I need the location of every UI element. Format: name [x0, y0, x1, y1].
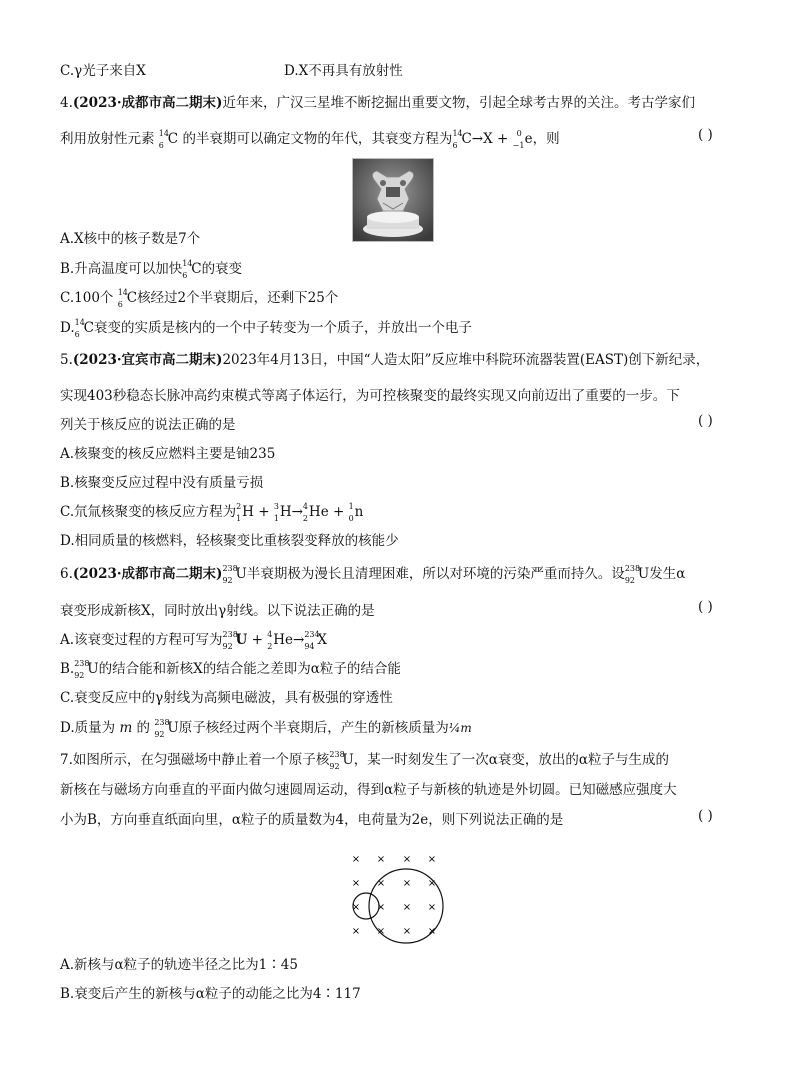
- q7-stem-line3: 小为B，方向垂直纸面向里，α粒子的质量数为4，电荷量为2e，则下列说法正确的是: [60, 812, 564, 828]
- artifact-photo: [352, 158, 434, 242]
- q4-option-c: C.100个 14 6 C核经过2个半衰期后，还剩下25个: [60, 288, 339, 309]
- q4-stem-text: 利用放射性元素: [60, 131, 155, 147]
- source-tag: (2023·宜宾市高二期末): [72, 352, 223, 368]
- field-cross-mark: ×: [427, 854, 437, 865]
- q4-stem-text: 的半衰期可以确定文物的年代，其衰变方程为: [182, 131, 453, 147]
- magnetic-field-diagram: [342, 850, 448, 944]
- q7-option-a: A.新核与α粒子的轨迹半径之比为1∶45: [60, 957, 298, 973]
- answer-bracket: ( ): [698, 127, 713, 143]
- q5-stem-line2: 实现403秒稳态长脉冲高约束模式等离子体运行，为可控核聚变的最终实现又向前迈出了重要的一步。下: [60, 388, 680, 404]
- q5-option-d: D.相同质量的核燃料，轻核聚变比重核裂变释放的核能少: [60, 533, 399, 549]
- q5-stem-line1: 5.(2023·宜宾市高二期末)2023年4月13日，中国“人造太阳”反应堆中科院环流器装置(EAST)创下新纪录，: [60, 352, 710, 368]
- field-cross-mark: ×: [402, 926, 412, 937]
- source-tag: (2023·成都市高二期末): [72, 566, 223, 582]
- question-number: 5.: [60, 352, 73, 368]
- q5-option-b: B.核聚变反应过程中没有质量亏损: [60, 475, 264, 491]
- field-cross-mark: ×: [376, 878, 386, 889]
- q5-option-a: A.核聚变的核反应燃料主要是铀235: [60, 446, 276, 462]
- field-cross-mark: ×: [376, 854, 386, 865]
- nuclide-h3: 3 1 H: [273, 502, 292, 523]
- answer-bracket: ( ): [698, 413, 713, 429]
- nuclide-he4: 4 2 He: [267, 630, 293, 651]
- field-cross-mark: ×: [402, 902, 412, 913]
- answer-bracket: ( ): [698, 808, 713, 824]
- q4-option-a: A.X核中的核子数是7个: [60, 231, 201, 247]
- q4-option-d: D. 14 6 C衰变的实质是核内的一个中子转变为一个质子，并放出一个电子: [60, 318, 472, 339]
- q7-option-b: B.衰变后产生的新核与α粒子的动能之比为4∶117: [60, 986, 361, 1002]
- q3-option-d: D.X不再具有放射性: [284, 63, 403, 79]
- nuclide-c14: 14 6 C: [74, 318, 94, 339]
- q4-stem-line1: [60, 91, 695, 111]
- nuclide-u238: 238 92: [329, 750, 345, 771]
- q6-option-d: D.质量为 m 的 238 92 U原子核经过两个半衰期后，产生的新核质量为¼m: [60, 718, 472, 739]
- q6-option-a: A.该衰变过程的方程可写为 238 92 U + 4 2 He→ 234 94 X: [60, 630, 327, 651]
- q4-stem-text: X +: [483, 131, 509, 147]
- nuclide-he4: 4 2 He: [302, 502, 329, 523]
- source-tag: (2023·成都市高二期末): [72, 95, 223, 111]
- nuclide-c14: 14 6 C: [452, 129, 472, 150]
- field-cross-mark: ×: [351, 902, 361, 913]
- q6-option-b: B. 238 92 U的结合能和新核X的结合能之差即为α粒子的结合能: [60, 659, 401, 680]
- q4-option-b: B.升高温度可以加快 14 6 C的衰变: [60, 259, 243, 280]
- field-cross-mark: ×: [351, 926, 361, 937]
- nuclide-neutron: 1 0 n: [348, 502, 364, 523]
- answer-bracket: ( ): [698, 599, 713, 615]
- field-cross-mark: ×: [427, 926, 437, 937]
- nuclide-u238: 238 92: [154, 718, 170, 739]
- field-cross-mark: ×: [351, 878, 361, 889]
- q7-stem-line1: 7.如图所示，在匀强磁场中静止着一个原子核 238 92 U，某一时刻发生了一次α衰变，放出的α粒子与生成的: [60, 750, 670, 771]
- q5-stem-line3: 列关于核反应的说法正确的是: [60, 417, 236, 433]
- q3-option-c: C.γ光子来自X: [60, 63, 146, 79]
- nuclide-u238: 238 92: [74, 659, 90, 680]
- nuclide-u238: 238 92 U: [222, 630, 248, 651]
- q4-stem-text: 近年来，广汉三星堆不断挖掘出重要文物，引起全球考古界的关注。考古学家们: [222, 95, 695, 111]
- nuclide-h2: 2 1 H: [236, 502, 254, 523]
- q6-stem-line1: 6.(2023·成都市高二期末) 238 92 U半衰期极为漫长且清理困难，所以对环境的污染严重而持久。设 238 92 U发生α: [60, 564, 686, 585]
- field-cross-mark: ×: [402, 878, 412, 889]
- question-number: 6.: [60, 566, 73, 582]
- field-cross-mark: ×: [351, 854, 361, 865]
- field-cross-mark: ×: [402, 854, 412, 865]
- reaction-arrow: →: [471, 131, 484, 147]
- nuclide-x234: 234 94 X: [304, 630, 327, 651]
- question-number: 4.: [60, 95, 73, 111]
- nuclide-u238: 238 92: [222, 564, 238, 585]
- nuclide-u238: 238 92: [624, 564, 641, 585]
- q5-option-c: C.氘氚核聚变的核反应方程为 2 1 H + 3 1 H→ 4 2 He + 1 0 n: [60, 502, 364, 523]
- q7-stem-line2: 新核在与磁场方向垂直的平面内做匀速圆周运动，得到α粒子与新核的轨迹是外切圆。已知磁感应强度大: [60, 782, 677, 798]
- nuclide-c14: 14 6 C: [182, 259, 202, 280]
- q4-stem-text: ，则: [532, 131, 560, 147]
- q6-stem-line2: 衰变形成新核X，同时放出γ射线。以下说法正确的是: [60, 603, 375, 619]
- field-cross-mark: ×: [376, 902, 386, 913]
- question-number: 7.: [60, 752, 73, 768]
- nuclide-c14: 14 6 C: [117, 288, 138, 309]
- nuclide-electron: 0 −1 e: [512, 129, 533, 150]
- q4-stem-line2: [60, 127, 560, 150]
- q6-option-c: C.衰变反应中的γ射线为高频电磁波，具有极强的穿透性: [60, 690, 393, 706]
- field-cross-mark: ×: [427, 902, 437, 913]
- nuclide-c14: 14 6 C: [158, 129, 179, 150]
- field-cross-mark: ×: [376, 926, 386, 937]
- field-cross-mark: ×: [427, 878, 437, 889]
